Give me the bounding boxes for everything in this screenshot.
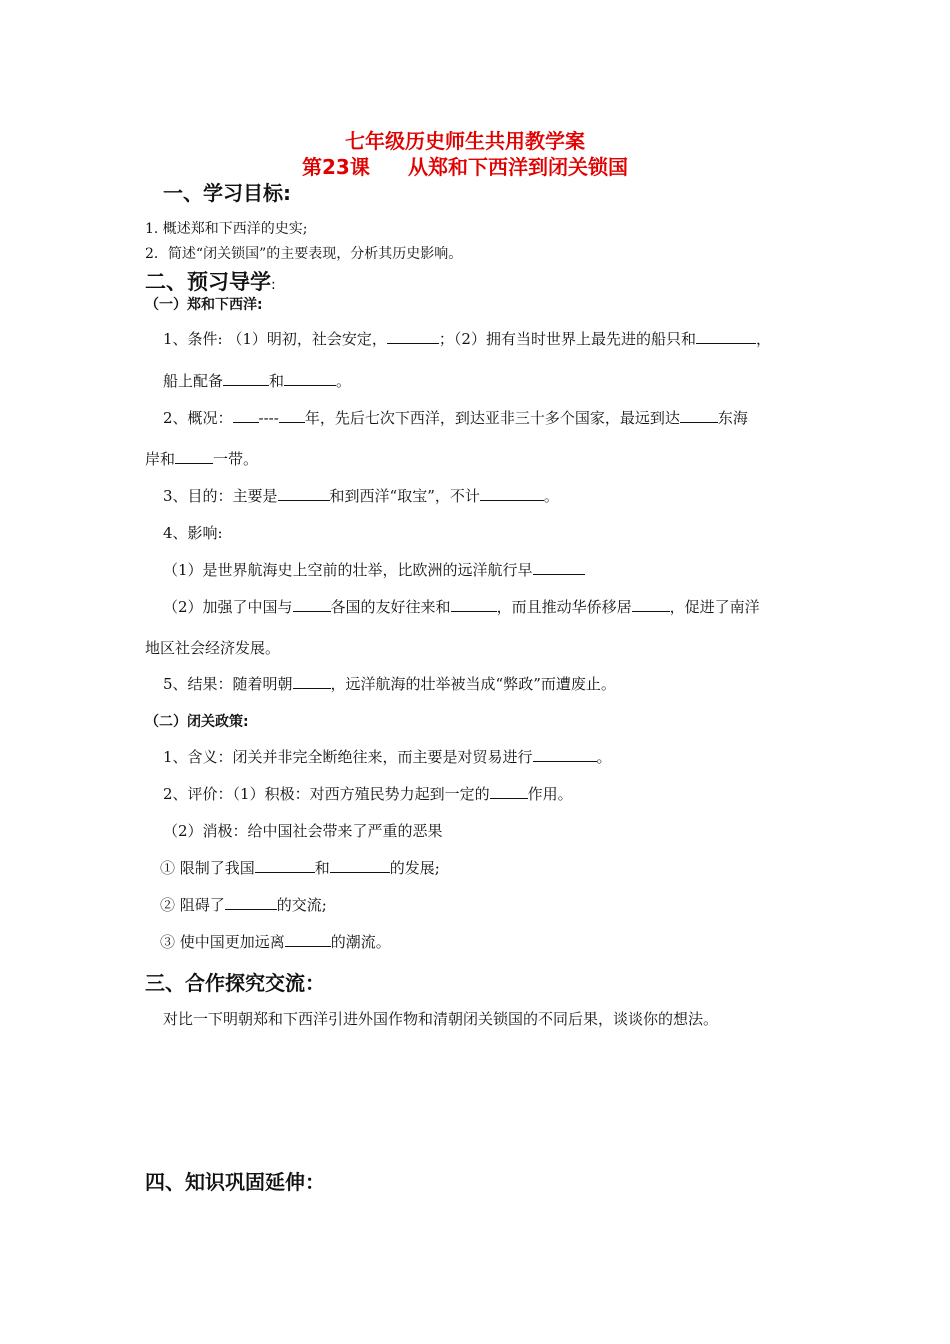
text: 。 [596, 748, 612, 766]
question-4-2-line1 [163, 596, 760, 617]
question-2-line2 [145, 448, 258, 469]
question-5 [163, 673, 616, 694]
text: ---- [258, 409, 279, 427]
discussion-prompt: 对比一下明朝郑和下西洋引进外国作物和清朝闭关锁国的不同后果，谈谈你的想法。 [163, 1010, 719, 1028]
answer-blank[interactable] [533, 747, 597, 762]
text: 2、概况： [163, 409, 233, 427]
text: ，而且推动华侨移居 [496, 598, 632, 616]
answer-blank[interactable] [279, 408, 305, 423]
text: 和 [269, 372, 285, 390]
answer-blank[interactable] [680, 408, 718, 423]
lesson-topic: 从郑和下西洋到闭关锁国 [408, 155, 628, 179]
text: ② 阻碍了 [160, 896, 225, 914]
subheading-zhenghe: （一）郑和下西洋: [145, 297, 263, 313]
answer-blank[interactable] [632, 597, 670, 612]
answer-blank[interactable] [285, 932, 331, 947]
section-heading-text: 二、预习导学 [145, 270, 271, 294]
question-4: 4、影响: [163, 524, 223, 542]
section-heading-preview [145, 266, 276, 296]
answer-blank[interactable] [387, 329, 439, 344]
answer-blank[interactable] [490, 784, 528, 799]
answer-blank[interactable] [225, 895, 277, 910]
answer-blank[interactable] [330, 858, 390, 873]
section-heading-extension: 四、知识巩固延伸： [145, 1170, 325, 1194]
text: 的发展; [389, 859, 440, 877]
text: 5、结果：随着明朝 [163, 675, 293, 693]
question-3 [163, 485, 559, 506]
text: 一带。 [213, 450, 259, 468]
text: ；（2）拥有当时世界上最先进的船只和 [438, 330, 696, 348]
text: 的潮流。 [330, 933, 391, 951]
lesson-number: 第23课 [302, 155, 370, 179]
policy-2-item-2 [160, 894, 327, 915]
policy-1 [163, 746, 612, 767]
text: ，促进了南洋 [669, 598, 760, 616]
text: 。 [543, 487, 559, 505]
subheading-closed-door: （二）闭关政策: [145, 714, 249, 730]
text: ① 限制了我国 [160, 859, 255, 877]
answer-blank[interactable] [696, 329, 756, 344]
text: 岸和 [145, 450, 176, 468]
text: ③ 使中国更加远离 [160, 933, 285, 951]
text: 作用。 [527, 785, 573, 803]
text: 的交流; [276, 896, 327, 914]
text: ，远洋航海的壮举被当成“弊政”而遭废止。 [330, 675, 616, 693]
answer-blank[interactable] [233, 408, 259, 423]
answer-blank[interactable] [223, 371, 269, 386]
text: 。 [336, 372, 352, 390]
text: ， [755, 330, 771, 348]
policy-2-item-3 [160, 931, 391, 952]
question-4-1 [163, 559, 585, 580]
answer-blank[interactable] [533, 560, 585, 575]
policy-2-negative: （2）消极：给中国社会带来了严重的恶果 [163, 822, 443, 840]
text: 各国的友好往来和 [330, 598, 451, 616]
answer-blank[interactable] [278, 486, 330, 501]
policy-2-item-1 [160, 857, 440, 878]
text: 1、含义：闭关并非完全断绝往来，而主要是对贸易进行 [163, 748, 533, 766]
section-heading-objectives: 一、学习目标: [163, 181, 291, 205]
question-1-line2 [163, 370, 351, 391]
text: 船上配备 [163, 372, 224, 390]
text: （2）加强了中国与 [163, 598, 293, 616]
text: 2、评价：（1）积极：对西方殖民势力起到一定的 [163, 785, 490, 803]
answer-blank[interactable] [284, 371, 336, 386]
question-1-line1 [163, 328, 771, 349]
question-2-line1 [163, 407, 748, 428]
doc-title: 七年级历史师生共用教学案 [345, 129, 585, 153]
objective-item: 1. 概述郑和下西洋的史实; [145, 221, 308, 237]
text: 和 [314, 859, 330, 877]
text: 东海 [717, 409, 748, 427]
text: 和到西洋“取宝”，不计 [329, 487, 480, 505]
answer-blank[interactable] [175, 449, 213, 464]
text: （1）是世界航海史上空前的壮举，比欧洲的远洋航行早 [163, 561, 533, 579]
text: 年，先后七次下西洋，到达亚非三十多个国家，最远到达 [304, 409, 680, 427]
text: 1、条件: （1）明初，社会安定， [163, 330, 387, 348]
answer-blank[interactable] [255, 858, 315, 873]
question-4-2-line2: 地区社会经济发展。 [145, 639, 281, 657]
text: 3、目的：主要是 [163, 487, 278, 505]
answer-blank[interactable] [293, 597, 331, 612]
policy-2 [163, 783, 573, 804]
answer-blank[interactable] [293, 674, 331, 689]
objective-item: 2．简述“闭关锁国”的主要表现，分析其历史影响。 [145, 246, 463, 262]
section-heading-discussion: 三、合作探究交流： [145, 971, 325, 995]
heading-colon: : [271, 277, 276, 293]
answer-blank[interactable] [451, 597, 497, 612]
answer-blank[interactable] [480, 486, 544, 501]
